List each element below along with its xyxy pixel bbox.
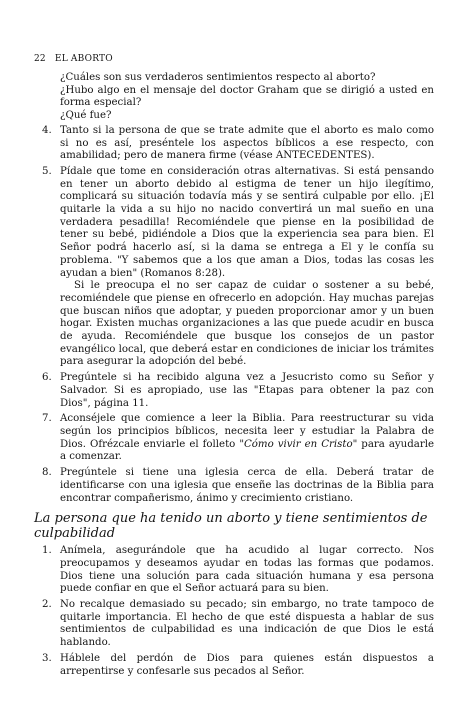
item-text: Pídale que tome en consideración otras alternativas. Si está pensando en tener un aborto debido al estigma de tener un hijo ilegítimo, complicará su situación todavía más y se sentirá culpable por ello. ¡El quitarle la vida a su hijo no nacido convertirá un mal sueño en una verdadera pesadilla! Recomiéndele que piense en la posibilidad de tener su bebé, pidiéndole a Dios que la experiencia sea para bien. El Señor podrá hacerlo así, si la dama se entrega a El y le confía su problema. "Y sabemos que a los que aman a Dios, todas las cosas les ayudan a bien" (Romanos 8:28). [60,165,434,279]
running-header [34,54,113,64]
list-item-1 [34,545,434,596]
item-number: 6. [42,372,52,384]
item-body [60,467,434,505]
item-body [60,413,434,464]
question-line: ¿Cuáles son sus verdaderos sentimientos respecto al aborto? [60,72,376,83]
item-body [60,125,434,163]
list-item-3 [34,653,434,678]
item-number: 1. [42,545,52,557]
item-body [60,372,434,410]
list-item-8 [34,467,434,505]
item-text: Anímela, asegurándole que ha acudido al lugar correcto. Nos preocupamos y deseamos ayudar en todas las formas que podamos. Dios tiene una solución para cada situación humana y esa persona puede confiar en que el Señor actuará para su bien. [60,545,434,595]
booklet-title: "Cómo vivir en Cristo" [239,438,358,450]
list-item-2 [34,599,434,650]
item-text [60,413,434,464]
item-text: Háblele del perdón de Dios para quienes están dispuestos a arrepentirse y confesarle sus pecados al Señor. [60,652,434,677]
item-text-end: para ayudarle a comenzar. [60,438,434,463]
question-line: ¿Hubo algo en el mensaje del doctor Graham que se dirigió a usted en forma especial? [60,84,434,109]
item-body [60,166,434,369]
item-text-continued: Si le preocupa el no ser capaz de cuidar o sostener a su bebé, recomiéndele que piense en ofrecerlo en adopción. Hay muchas parejas que buscan niños que adoptar, y pueden proporcionar amor y un buen hogar. Existen muchas organizaciones a las que puede acudir en busca de ayuda. Recomiéndele que busque los consejos de un pastor evangélico local, que deberá estar en condiciones de iniciar los trámites para asegurar la adopción del bebé. [60,280,434,368]
list-item-6 [34,372,434,410]
item-number: 2. [42,599,52,611]
running-title: EL ABORTO [54,54,113,64]
question-block [60,72,434,123]
item-text: No recalque demasiado su pecado; sin embargo, no trate tampoco de quitarle importancia. El hecho de que esté dispuesta a hablar de sus sentimientos de culpabilidad es una indicación de que Dios le está hablando. [60,599,434,649]
item-body [60,599,434,650]
item-text: Pregúntele si ha recibido alguna vez a Jesucristo como su Señor y Salvador. Si es apropiado, use las "Etapas para obtener la paz con Dios", página 11. [60,372,434,409]
page-content [34,72,434,681]
list-item-7 [34,413,434,464]
item-text: Tanto si la persona de que se trate admite que el aborto es malo como si no es así, preséntele los aspectos bíblicos a ese respecto, con amabilidad; pero de manera firme (véase ANTECEDENTES). [60,124,434,162]
question-line: ¿Qué fue? [60,110,112,122]
item-number: 7. [42,413,52,425]
item-number: 4. [42,124,52,136]
item-text-start: Aconséjele que comience a leer la Biblia. Para reestructurar su vida según los principios bíblicos, necesita leer y estudiar la Palabra de Dios. Ofrézcale enviarle el folleto [60,413,434,450]
item-body [60,545,434,596]
list-item-4 [34,125,434,163]
page-number: 22 [34,54,46,64]
item-number: 5. [42,165,52,177]
section-heading: La persona que ha tenido un aborto y tiene sentimientos de culpabilidad [34,511,428,542]
item-number: 8. [42,467,52,479]
item-body [60,653,434,678]
item-number: 3. [42,652,52,664]
list-item-5 [34,166,434,369]
item-text: Pregúntele si tiene una iglesia cerca de ella. Deberá tratar de identificarse con una iglesia que enseñe las doctrinas de la Biblia para encontrar compañerismo, ánimo y crecimiento cristiano. [60,467,434,504]
